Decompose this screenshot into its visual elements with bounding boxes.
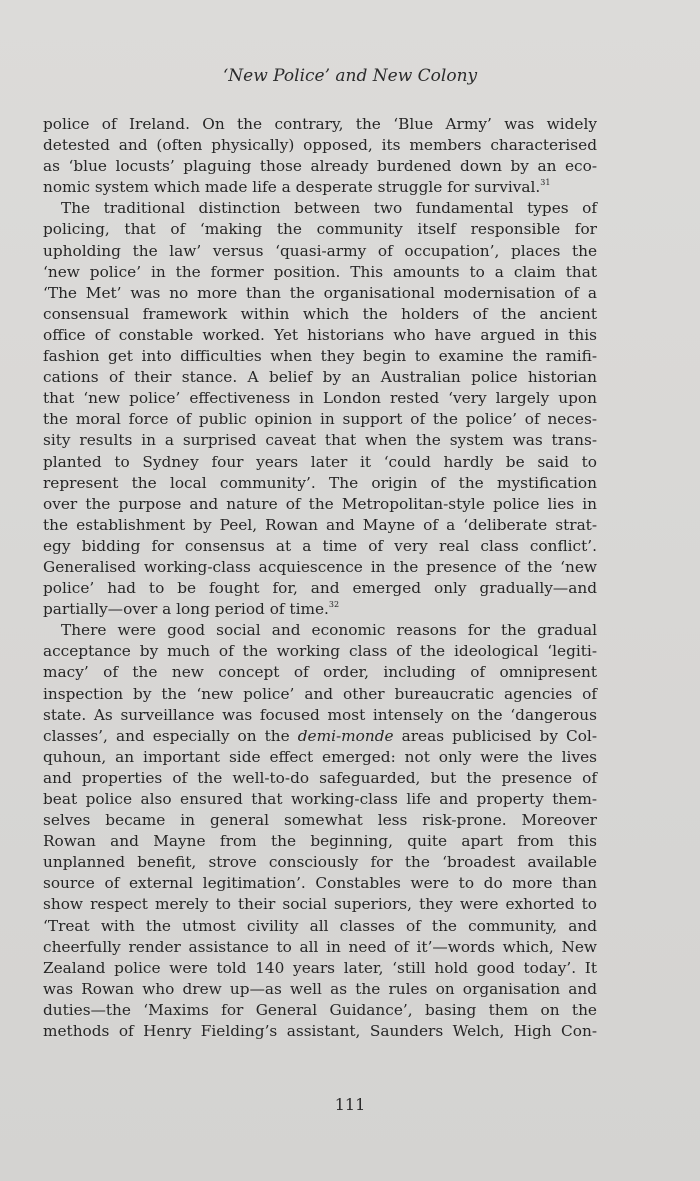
text-line: police of Ireland. On the contrary, the ‘Blue Army’ was widely (43, 115, 597, 133)
text-line: detested and (often physically) opposed, its members characterised (43, 136, 597, 155)
paragraph (43, 620, 597, 1042)
text-line: sity results in a surprised caveat that when the system was trans- (43, 431, 597, 450)
text-line: police’ had to be fought for, and emerged only gradually—and (43, 579, 597, 598)
text-line: cations of their stance. A belief by an Australian police historian (43, 368, 597, 387)
page-number: 111 (334, 1095, 366, 1114)
text-line: as ‘blue locusts’ plaguing those already burdened down by an eco- (43, 157, 597, 176)
paragraph (43, 114, 597, 198)
text-line: consensual framework within which the holders of the ancient (43, 304, 597, 323)
running-head: ‘New Police’ and New Colony (222, 66, 478, 86)
text-line (43, 599, 597, 620)
italic-term: demi-monde (297, 726, 394, 745)
text-line: office of constable worked. Yet historians who have argued in this (43, 325, 597, 344)
text-line: unplanned benefit, strove consciously for the ‘broadest available (43, 853, 597, 872)
text-line: upholding the law’ versus ‘quasi-army of occupation’, places the (43, 241, 597, 260)
text-line: duties—the ‘Maxims for General Guidance’, basing them on the (43, 1000, 597, 1019)
text-line: acceptance by much of the working class of the ideological ‘legiti- (43, 642, 597, 661)
text-line: and properties of the well-to-do safeguarded, but the presence of (43, 768, 597, 787)
text-line: policing, that of ‘making the community itself responsible for (43, 220, 597, 239)
text-line: selves became in general somewhat less risk-prone. Moreover (43, 811, 597, 830)
text-line: ‘Treat with the utmost civility all classes of the community, and (43, 916, 597, 935)
text-line: was Rowan who drew up—as well as the rules on organisation and (43, 979, 597, 998)
text-line: the moral force of public opinion in support of the police’ of neces- (43, 410, 597, 429)
text-line: cheerfully render assistance to all in need of it’—words which, New (43, 937, 597, 956)
text-line: methods of Henry Fielding’s assistant, Saunders Welch, High Con- (43, 1022, 597, 1041)
text-line: Rowan and Mayne from the beginning, quite apart from this (43, 832, 597, 851)
text-line: Generalised working-class acquiescence in the presence of the ‘new (43, 557, 597, 576)
footnote-marker: 32 (328, 600, 340, 610)
text-line: ‘new police’ in the former position. This amounts to a claim that (43, 262, 597, 281)
text-line: egy bidding for consensus at a time of very real class conflict’. (43, 536, 597, 555)
text-line: There were good social and economic reasons for the gradual (61, 621, 597, 640)
line-text: nomic system which made life a desperate struggle for survival. (43, 178, 541, 197)
text-line: state. As surveillance was focused most intensely on the ‘dangerous (43, 705, 597, 724)
text-line: beat police also ensured that working-class life and property them- (43, 790, 597, 808)
paragraph (43, 198, 597, 620)
text-line: source of external legitimation’. Constables were to do more than (43, 874, 597, 893)
text-line: inspection by the ‘new police’ and other bureaucratic agencies of (43, 684, 597, 703)
text-line: the establishment by Peel, Rowan and Mayne of a ‘deliberate strat- (43, 515, 597, 534)
text-line: represent the local community’. The origin of the mystification (43, 473, 597, 492)
text-line: macy’ of the new concept of order, including of omnipresent (43, 663, 597, 682)
text-line: show respect merely to their social superiors, they were exhorted to (43, 895, 597, 914)
text-line: The traditional distinction between two fundamental types of (61, 199, 597, 218)
text-line: fashion get into difficulties when they begin to examine the ramifi- (43, 347, 597, 366)
text-line: classes’, and especially on the demi-monde areas publicised by Col- (43, 726, 597, 745)
line-text: partially—over a long period of time. (43, 600, 329, 619)
text-line: Zealand police were told 140 years later, ‘still hold good today’. It (43, 958, 597, 977)
text-line (43, 177, 597, 198)
text-line: planted to Sydney four years later it ‘could hardly be said to (43, 452, 597, 471)
text-line: ‘The Met’ was no more than the organisational modernisation of a (43, 283, 597, 302)
footnote-marker: 31 (540, 178, 551, 188)
text-line: that ‘new police’ effectiveness in London rested ‘very largely upon (43, 389, 597, 408)
text-line: over the purpose and nature of the Metropolitan-style police lies in (43, 494, 597, 513)
text-line: quhoun, an important side effect emerged: not only were the lives (43, 747, 597, 766)
body-text (43, 114, 597, 1042)
